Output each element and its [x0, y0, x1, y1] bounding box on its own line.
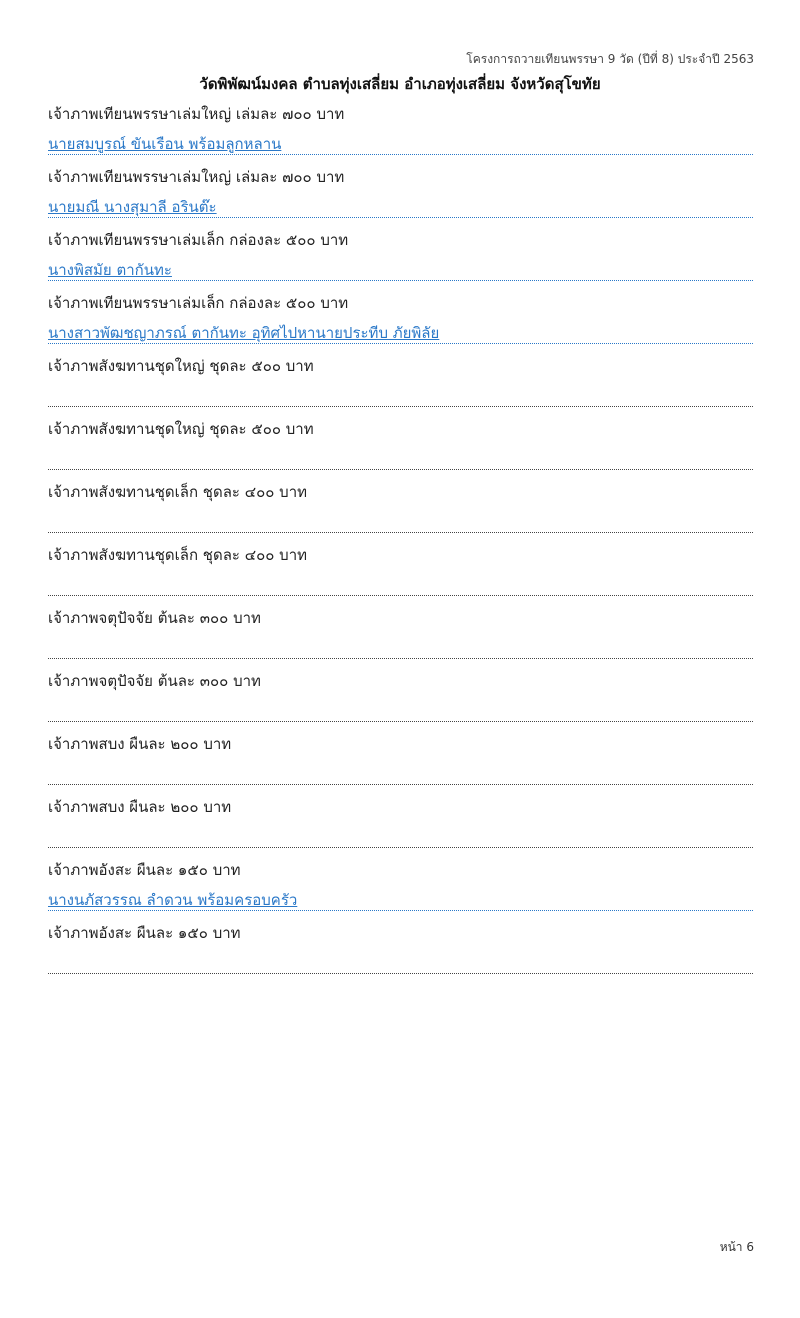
list-item — [48, 419, 753, 482]
donor-line — [48, 575, 753, 596]
donor-name: นางพิสมัย ตากันทะ — [48, 261, 172, 279]
list-item — [48, 545, 753, 608]
offer-label: เจ้าภาพอังสะ ผืนละ ๑๕๐ บาท — [48, 861, 241, 879]
donor-line — [48, 323, 753, 344]
donor-line — [48, 638, 753, 659]
donor-line — [48, 449, 753, 470]
offer-label: เจ้าภาพสบง ผืนละ ๒๐๐ บาท — [48, 735, 232, 753]
project-header: โครงการถวายเทียนพรรษา 9 วัด (ปีที่ 8) ประจำปี 2563 — [466, 52, 754, 66]
donor-line — [48, 827, 753, 848]
donor-line — [48, 701, 753, 722]
offer-label: เจ้าภาพจตุปัจจัย ต้นละ ๓๐๐ บาท — [48, 672, 261, 690]
donor-line — [48, 386, 753, 407]
page-title: วัดพิพัฒน์มงคล ตำบลทุ่งเสลี่ยม อำเภอทุ่งเสลี่ยม จังหวัดสุโขทัย — [199, 75, 601, 93]
list-item — [48, 608, 753, 671]
donor-name: นายสมบูรณ์ ขันเรือน พร้อมลูกหลาน — [48, 135, 282, 153]
donor-name: นางสาวพัฒชญาภรณ์ ตากันทะ อุทิศไปหานายประทีบ ภัยพิลัย — [48, 324, 440, 342]
list-item — [48, 230, 753, 293]
list-item — [48, 356, 753, 419]
page-number: หน้า 6 — [719, 1240, 754, 1254]
offer-label: เจ้าภาพสังฆทานชุดเล็ก ชุดละ ๔๐๐ บาท — [48, 483, 308, 501]
offer-label: เจ้าภาพจตุปัจจัย ต้นละ ๓๐๐ บาท — [48, 609, 261, 627]
list-item — [48, 482, 753, 545]
offer-label: เจ้าภาพสังฆทานชุดเล็ก ชุดละ ๔๐๐ บาท — [48, 546, 308, 564]
offer-label: เจ้าภาพเทียนพรรษาเล่มใหญ่ เล่มละ ๗๐๐ บาท — [48, 168, 345, 186]
donor-line — [48, 953, 753, 974]
donor-line — [48, 764, 753, 785]
donor-line — [48, 890, 753, 911]
donor-line — [48, 197, 753, 218]
list-item — [48, 797, 753, 860]
list-item — [48, 923, 753, 986]
donation-list — [48, 104, 753, 986]
donor-line — [48, 512, 753, 533]
list-item — [48, 293, 753, 356]
donor-line — [48, 260, 753, 281]
donor-name: นายมณี นางสุมาลี อรินต๊ะ — [48, 198, 217, 216]
offer-label: เจ้าภาพสังฆทานชุดใหญ่ ชุดละ ๕๐๐ บาท — [48, 420, 314, 438]
donor-line — [48, 134, 753, 155]
offer-label: เจ้าภาพสังฆทานชุดใหญ่ ชุดละ ๕๐๐ บาท — [48, 357, 314, 375]
offer-label: เจ้าภาพเทียนพรรษาเล่มใหญ่ เล่มละ ๗๐๐ บาท — [48, 105, 345, 123]
list-item — [48, 104, 753, 167]
offer-label: เจ้าภาพอังสะ ผืนละ ๑๕๐ บาท — [48, 924, 241, 942]
list-item — [48, 734, 753, 797]
list-item — [48, 860, 753, 923]
offer-label: เจ้าภาพเทียนพรรษาเล่มเล็ก กล่องละ ๕๐๐ บาท — [48, 294, 349, 312]
list-item — [48, 671, 753, 734]
donor-name: นางนภัสวรรณ ลำดวน พร้อมครอบครัว — [48, 891, 298, 909]
list-item — [48, 167, 753, 230]
offer-label: เจ้าภาพสบง ผืนละ ๒๐๐ บาท — [48, 798, 232, 816]
offer-label: เจ้าภาพเทียนพรรษาเล่มเล็ก กล่องละ ๕๐๐ บาท — [48, 231, 349, 249]
